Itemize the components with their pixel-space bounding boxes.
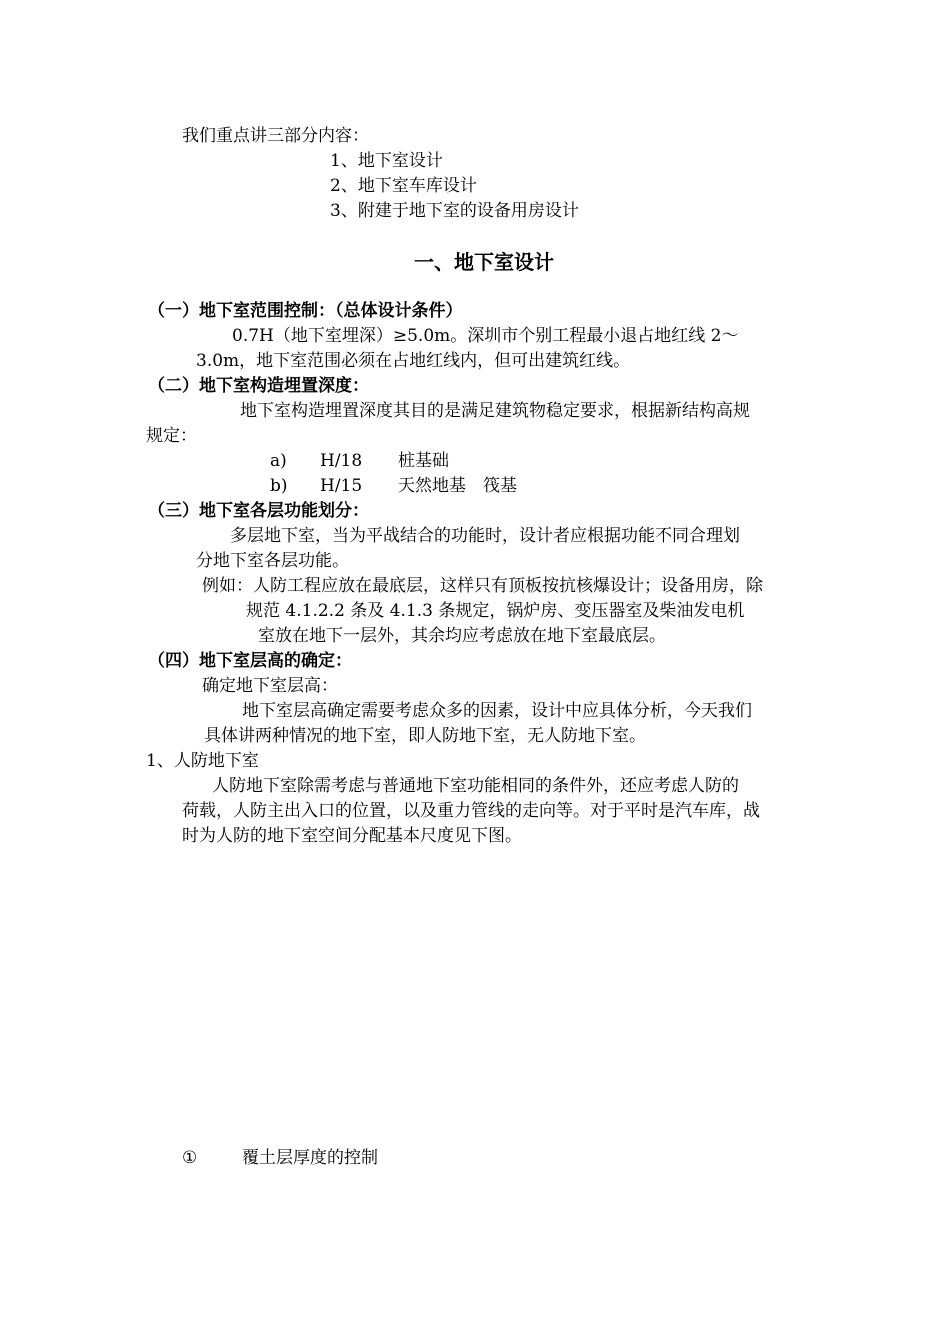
section-3-line-2: 分地下室各层功能。	[196, 551, 349, 571]
subsection-1-line-3: 时为人防的地下室空间分配基本尺度见下图。	[182, 826, 522, 846]
intro-item-1: 1、地下室设计	[330, 151, 443, 171]
option-b-desc: 天然地基 筏基	[398, 476, 517, 496]
chapter-title: 一、地下室设计	[414, 250, 554, 274]
section-3-line-3: 例如：人防工程应放在最底层，这样只有顶板按抗核爆设计；设备用房，除	[202, 576, 763, 596]
intro-item-3: 3、附建于地下室的设备用房设计	[330, 201, 579, 221]
section-4-line-2: 地下室层高确定需要考虑众多的因素，设计中应具体分析，今天我们	[242, 701, 752, 721]
section-3-line-5: 室放在地下一层外，其余均应考虑放在地下室最底层。	[258, 626, 666, 646]
section-2-line-1: 地下室构造埋置深度其目的是满足建筑物稳定要求，根据新结构高规	[240, 401, 750, 421]
section-2-line-2: 规定：	[146, 426, 197, 446]
circle-item-text: 覆土层厚度的控制	[242, 1148, 378, 1168]
section-4-heading: （四）地下室层高的确定：	[148, 651, 352, 671]
option-a-ratio: H/18	[320, 451, 363, 471]
section-4-line-1: 确定地下室层高：	[202, 676, 338, 696]
intro-item-2: 2、地下室车库设计	[330, 176, 477, 196]
option-b-ratio: H/15	[320, 476, 363, 496]
section-3-heading: （三）地下室各层功能划分：	[148, 501, 369, 521]
section-4-line-3: 具体讲两种情况的地下室，即人防地下室，无人防地下室。	[204, 726, 646, 746]
section-3-line-1: 多层地下室，当为平战结合的功能时，设计者应根据功能不同合理划	[230, 526, 740, 546]
section-2-heading: （二）地下室构造埋置深度：	[148, 376, 369, 396]
option-b-label: b)	[270, 476, 288, 496]
section-3-line-4: 规范 4.1.2.2 条及 4.1.3 条规定，锅炉房、变压器室及柴油发电机	[246, 601, 745, 621]
section-1-heading: （一）地下室范围控制：（总体设计条件）	[148, 301, 463, 321]
intro-lead: 我们重点讲三部分内容：	[182, 126, 369, 146]
subsection-1-heading: 1、人防地下室	[146, 751, 259, 771]
option-a-desc: 桩基础	[398, 451, 449, 471]
section-1-line-1: 0.7H（地下室埋深）≥5.0m。深圳市个别工程最小退占地红线 2～	[232, 326, 739, 346]
subsection-1-line-1: 人防地下室除需考虑与普通地下室功能相同的条件外，还应考虑人防的	[212, 776, 739, 796]
section-1-line-2: 3.0m，地下室范围必须在占地红线内，但可出建筑红线。	[196, 351, 631, 371]
option-a-label: a)	[270, 451, 287, 471]
subsection-1-line-2: 荷载，人防主出入口的位置，以及重力管线的走向等。对于平时是汽车库，战	[182, 801, 760, 821]
circle-marker: ①	[182, 1148, 198, 1168]
